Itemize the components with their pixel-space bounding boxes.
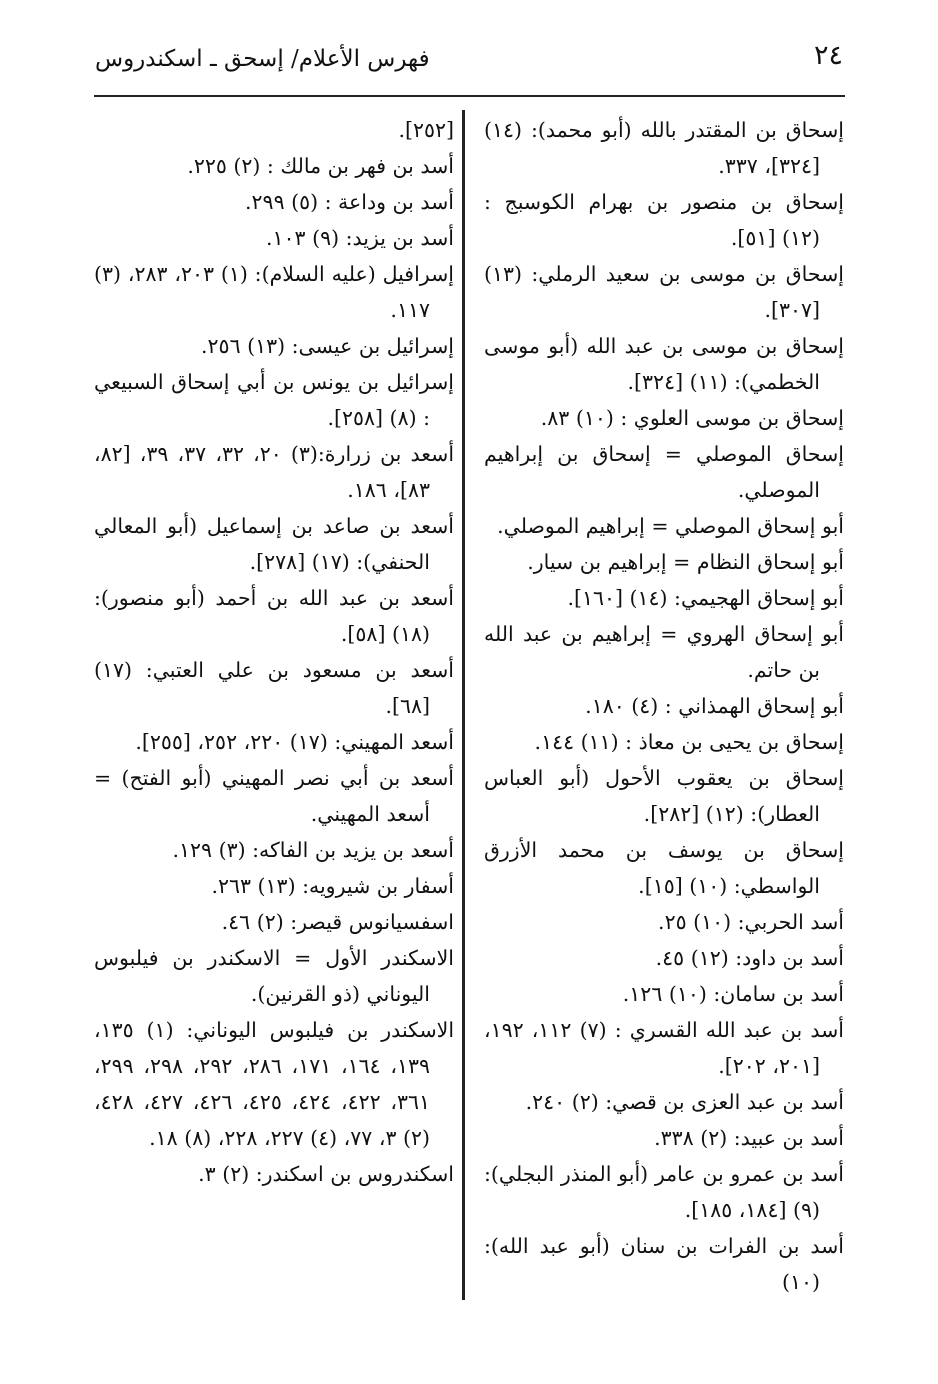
index-entry: إسحاق بن يعقوب الأحول (أبو العباس العطار): (١٢) [٢٨٢]. — [484, 766, 844, 826]
index-entry: إسحاق بن موسى العلوي : (١٠) ٨٣. — [540, 406, 844, 430]
index-entry: أسد بن عبيد: (٢) ٣٣٨. — [654, 1126, 844, 1150]
column-divider — [462, 110, 465, 1300]
index-entry: أسعد بن زرارة:(٣) ٢٠، ٣٢، ٣٧، ٣٩، [٨٢، ٨٣]، ١٨٦. — [94, 442, 455, 502]
index-entry: أسعد بن صاعد بن إسماعيل (أبو المعالي الحنفي): (١٧) [٢٧٨]. — [94, 514, 454, 574]
index-entry: اسفسيانوس قيصر: (٢) ٤٦. — [221, 910, 454, 934]
page-number: ٢٤ — [813, 40, 843, 71]
index-entry: أسعد بن أبي نصر المهيني (أبو الفتح) = أسعد المهيني. — [94, 766, 454, 826]
index-entry: أسد الحربي: (١٠) ٢٥. — [658, 910, 844, 934]
index-entry: إسحاق بن موسى بن سعيد الرملي: (١٣) [٣٠٧]. — [484, 262, 844, 322]
index-entry: أسعد بن مسعود بن علي العتبي: (١٧) [٦٨]. — [94, 658, 454, 718]
index-entry: أبو إسحاق الهجيمي: (١٤) [١٦٠]. — [567, 586, 844, 610]
index-entry: أسد بن عمرو بن عامر (أبو المنذر البجلي): (٩) [١٨٤، ١٨٥]. — [484, 1162, 844, 1222]
index-entry: أسد بن فهر بن مالك : (٢) ٢٢٥. — [187, 154, 454, 178]
index-entry: الاسكندر بن فيلبوس اليوناني: (١) ١٣٥، ١٣٩، ١٦٤، ١٧١، ٢٨٦، ٢٩٢، ٢٩٨، ٢٩٩، ٣٦١، ٤٢٢، ٤٢٤، ٤٢٥، ٤٢٦، ٤٢٧، ٤٢٨، (٢) ٣، ٧٧، (٤) ٢٢٧، ٢٢٨، (٨) ١٨. — [94, 1018, 455, 1150]
index-entry: أسد بن داود: (١٢) ٤٥. — [655, 946, 844, 970]
index-entry: أبو إسحاق النظام = إبراهيم بن سيار. — [527, 550, 844, 574]
right-column — [484, 112, 844, 1300]
index-entry: أسعد بن عبد الله بن أحمد (أبو منصور): (١٨) [٥٨]. — [94, 586, 454, 646]
index-entry: أسد بن الفرات بن سنان (أبو عبد الله): (١٠) — [484, 1234, 844, 1294]
index-entry: أسعد المهيني: (١٧) ٢٢٠، ٢٥٢، [٢٥٥]. — [135, 730, 454, 754]
index-entry: إسحاق بن يحيى بن معاذ : (١١) ١٤٤. — [534, 730, 844, 754]
index-entry: أسفار بن شيرويه: (١٣) ٢٦٣. — [211, 874, 454, 898]
index-entry: أسعد بن يزيد بن الفاكه: (٣) ١٢٩. — [172, 838, 454, 862]
index-entry: اسكندروس بن اسكندر: (٢) ٣. — [198, 1162, 454, 1186]
index-entry: إسرائيل بن عيسى: (١٣) ٢٥٦. — [201, 334, 454, 358]
header-rule — [94, 95, 845, 97]
index-entry: إسرائيل بن يونس بن أبي إسحاق السبيعي : (٨) [٢٥٨]. — [94, 370, 454, 430]
index-entry: أبو إسحاق الهمذاني : (٤) ١٨٠. — [585, 694, 844, 718]
index-entry: إسحاق الموصلي = إسحاق بن إبراهيم الموصلي. — [484, 442, 844, 502]
index-entry: أبو إسحاق الهروي = إبراهيم بن عبد الله بن حاتم. — [484, 622, 844, 682]
index-entry: إسرافيل (عليه السلام): (١) ٢٠٣، ٢٨٣، (٣) ١١٧. — [94, 262, 454, 322]
running-title: فهرس الأعلام/ إسحق ـ اسكندروس — [95, 46, 430, 72]
index-entry: أسد بن عبد الله القسري : (٧) ١١٢، ١٩٢، [٢٠١، ٢٠٢]. — [484, 1018, 844, 1078]
index-entry: إسحاق بن منصور بن بهرام الكوسبج : (١٢) [٥١]. — [484, 190, 844, 250]
index-entry: أسد بن سامان: (١٠) ١٢٦. — [622, 982, 844, 1006]
index-entry: أسد بن يزيد: (٩) ١٠٣. — [266, 226, 454, 250]
index-entry: أسد بن وداعة : (٥) ٢٩٩. — [245, 190, 454, 214]
index-entry: إسحاق بن يوسف بن محمد الأزرق الواسطي: (١٠) [١٥]. — [484, 838, 844, 898]
index-entry: الاسكندر الأول = الاسكندر بن فيلبوس اليوناني (ذو القرنين). — [94, 946, 454, 1006]
index-entry: إسحاق بن موسى بن عبد الله (أبو موسى الخطمي): (١١) [٣٢٤]. — [484, 334, 844, 394]
index-entry: أبو إسحاق الموصلي = إبراهيم الموصلي. — [497, 514, 844, 538]
index-entry: [٢٥٢]. — [398, 118, 454, 142]
left-column — [94, 112, 454, 1192]
index-entry: إسحاق بن المقتدر بالله (أبو محمد): (١٤) [٣٢٤]، ٣٣٧. — [484, 118, 844, 178]
index-entry: أسد بن عبد العزى بن قصي: (٢) ٢٤٠. — [525, 1090, 844, 1114]
